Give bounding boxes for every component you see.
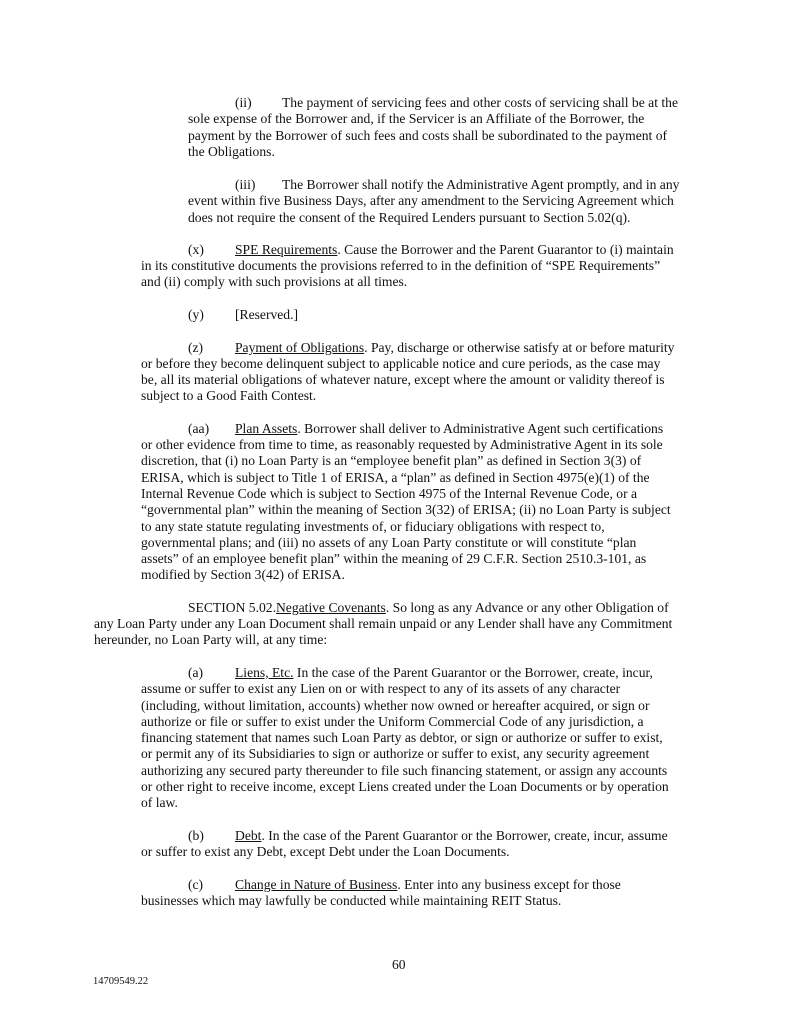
paragraph-number: (aa) [188, 421, 210, 436]
paragraph-number: (a) [188, 665, 204, 680]
section-text: . So long as any Advance or any other Obligation of [385, 600, 669, 615]
paragraph-heading: Payment of Obligations [235, 340, 365, 355]
paragraph-line: of law. [141, 795, 178, 810]
paragraph-line: or before they become delinquent subject to applicable notice and cure periods, as the case may [141, 356, 661, 371]
paragraph-line: assets” of an employee benefit plan” within the meaning of 29 C.F.R. Section 2510.3-101, as [141, 551, 647, 566]
document-id: 14709549.22 [93, 976, 149, 987]
paragraph-line: in its constitutive documents the provisions referred to in the definition of “SPE Requirements” [141, 258, 661, 273]
paragraph-line: businesses which may lawfully be conducted while maintaining REIT Status. [141, 893, 562, 908]
paragraph-line: payment by the Borrower of such fees and costs shall be subordinated to the payment of [188, 128, 668, 143]
paragraph-heading: Change in Nature of Business [235, 877, 398, 892]
paragraph-line: the Obligations. [188, 144, 275, 159]
paragraph-heading: Debt [235, 828, 262, 843]
page-number: 60 [392, 957, 406, 972]
paragraph-first-line [188, 828, 668, 844]
paragraph-line: or suffer to exist any Debt, except Debt under the Loan Documents. [141, 844, 510, 859]
paragraph-line: (including, without limitation, accounts) whether now owned or hereafter acquired, or sign or [141, 698, 650, 713]
paragraph-text: In the case of the Parent Guarantor or the Borrower, create, incur, [293, 665, 653, 680]
paragraph-first-line [188, 242, 674, 258]
paragraph-number: (y) [188, 307, 204, 322]
paragraph-line: assume or suffer to exist any Lien on or with respect to any of its assets of any character [141, 681, 621, 696]
paragraph-line: and (ii) comply with such provisions at all times. [141, 274, 408, 289]
paragraph-text: The Borrower shall notify the Administrative Agent promptly, and in any [282, 177, 680, 192]
paragraph-number: (c) [188, 877, 204, 892]
paragraph-number: (z) [188, 340, 204, 355]
paragraph-first-line [188, 307, 298, 323]
paragraph-line: or other right to receive income, except Liens created under the Loan Documents or by operation [141, 779, 669, 794]
paragraph-line: discretion, that (i) no Loan Party is an “employee benefit plan” as defined in Section 3(3) of [141, 453, 642, 468]
paragraph-line: event within five Business Days, after any amendment to the Servicing Agreement which [188, 193, 674, 208]
paragraph-line: be, all its material obligations of whatever nature, except where the amount or validity thereof is [141, 372, 665, 387]
paragraph-first-line [188, 665, 653, 681]
paragraph-line: modified by Section 3(42) of ERISA. [141, 567, 345, 582]
paragraph-line: “governmental plan” within the meaning of Section 3(32) of ERISA; (ii) no Loan Party is subject [141, 502, 671, 517]
paragraph-text: . Pay, discharge or otherwise satisfy at or before maturity [364, 340, 675, 355]
paragraph-line: to any state statute regulating investments of, or fiduciary obligations with respect to, [141, 519, 605, 534]
paragraph-number: (b) [188, 828, 204, 843]
paragraph-text: . Cause the Borrower and the Parent Guarantor to (i) maintain [337, 242, 674, 257]
section-heading: Negative Covenants [275, 600, 386, 615]
section-line: hereunder, no Loan Party will, at any time: [94, 632, 328, 647]
paragraph-line: subject to a Good Faith Contest. [141, 388, 317, 403]
paragraph-text: . Enter into any business except for those [397, 877, 621, 892]
paragraph-line: ERISA, which is subject to Title 1 of ERISA, a “plan” as defined in Section 4975(e)(1) of the [141, 470, 650, 485]
paragraph-heading: Plan Assets [235, 421, 298, 436]
paragraph-number: (ii) [235, 95, 252, 110]
section-line: any Loan Party under any Loan Document shall remain unpaid or any Lender shall have any Commitment [94, 616, 673, 631]
paragraph-line: authorizing any secured party thereunder to file such financing statement, or assign any accounts [141, 763, 668, 778]
paragraph-line: Internal Revenue Code which is subject to Section 4975 of the Internal Revenue Code, or a [141, 486, 638, 501]
paragraph-first-line [235, 95, 678, 111]
paragraph-line: authorize or file or suffer to exist under the Uniform Commercial Code of any jurisdiction, a [141, 714, 644, 729]
paragraph-text: The payment of servicing fees and other costs of servicing shall be at the [282, 95, 678, 110]
paragraph-text: . In the case of the Parent Guarantor or the Borrower, create, incur, assume [261, 828, 668, 843]
paragraph-line: or permit any of its Subsidiaries to sign or authorize or suffer to exist, any security agreement [141, 746, 650, 761]
paragraph-number: (x) [188, 242, 204, 257]
paragraph-text: . Borrower shall deliver to Administrative Agent such certifications [297, 421, 664, 436]
paragraph-line: sole expense of the Borrower and, if the Servicer is an Affiliate of the Borrower, the [188, 111, 645, 126]
paragraph-first-line [188, 340, 674, 356]
paragraph-text: [Reserved.] [235, 307, 299, 322]
paragraph-heading: SPE Requirements [235, 242, 338, 257]
paragraph-first-line [188, 421, 663, 437]
section-number: SECTION 5.02. [188, 600, 276, 615]
paragraph-line: financing statement that names such Loan Party as debtor, or sign or authorize or suffer to exist, [141, 730, 663, 745]
paragraph-line: does not require the consent of the Required Lenders pursuant to Section 5.02(q). [188, 210, 631, 225]
paragraph-first-line [235, 177, 679, 193]
paragraph-heading: Liens, Etc. [235, 665, 294, 680]
paragraph-line: governmental plans; and (iii) no assets of any Loan Party constitute or will constitute “plan [141, 535, 637, 550]
paragraph-line: or other evidence from time to time, as reasonably requested by Administrative Agent in its sole [141, 437, 663, 452]
paragraph-number: (iii) [235, 177, 256, 192]
section-first-line [188, 600, 669, 616]
paragraph-first-line [188, 877, 621, 893]
